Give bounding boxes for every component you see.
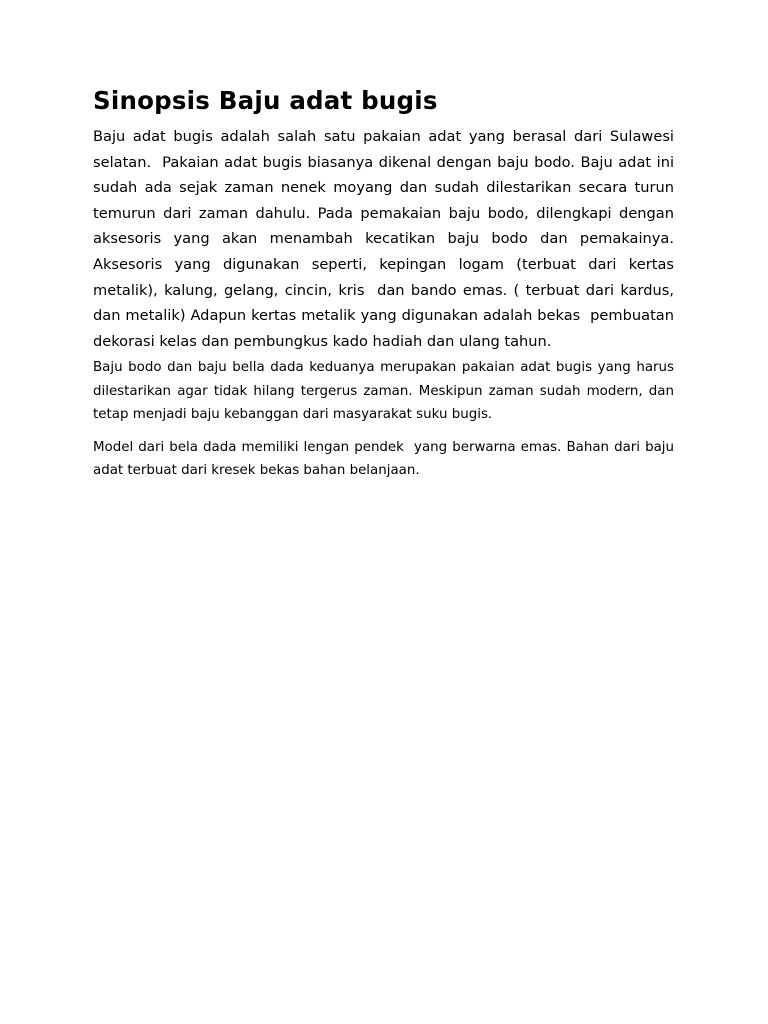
document-title: Sinopsis Baju adat bugis xyxy=(93,86,438,115)
document-page xyxy=(93,84,679,483)
paragraph-3: Model dari bela dada memiliki lengan pendek yang berwarna emas. Bahan dari baju adat terbuat dari kresek bekas bahan belanjaan. xyxy=(93,439,679,479)
paragraph-1: Baju adat bugis adalah salah satu pakaian adat yang berasal dari Sulawesi selatan. Pakaian adat bugis biasanya dikenal dengan baju bodo. Baju adat ini sudah ada sejak zaman nenek moyang dan sudah dilestarikan secara turun temurun dari zaman dahulu. Pada pemakaian baju bodo, dilengkapi dengan aksesoris yang akan menambah kecatikan baju bodo dan pemakainya. Aksesoris yang digunakan seperti, kepingan logam (terbuat dari kertas metalik), kalung, gelang, cincin, kris dan bando emas. ( terbuat dari kardus, dan metalik) Adapun kertas metalik yang digunakan adalah bekas pembuatan dekorasi kelas dan pembungkus kado hadiah dan ulang tahun. xyxy=(93,128,679,350)
paragraph-2: Baju bodo dan baju bella dada keduanya merupakan pakaian adat bugis yang harus dilestarikan agar tidak hilang tergerus zaman. Meskipun zaman sudah modern, dan tetap menjadi baju kebanggan dari masyarakat suku bugis. xyxy=(93,360,679,423)
